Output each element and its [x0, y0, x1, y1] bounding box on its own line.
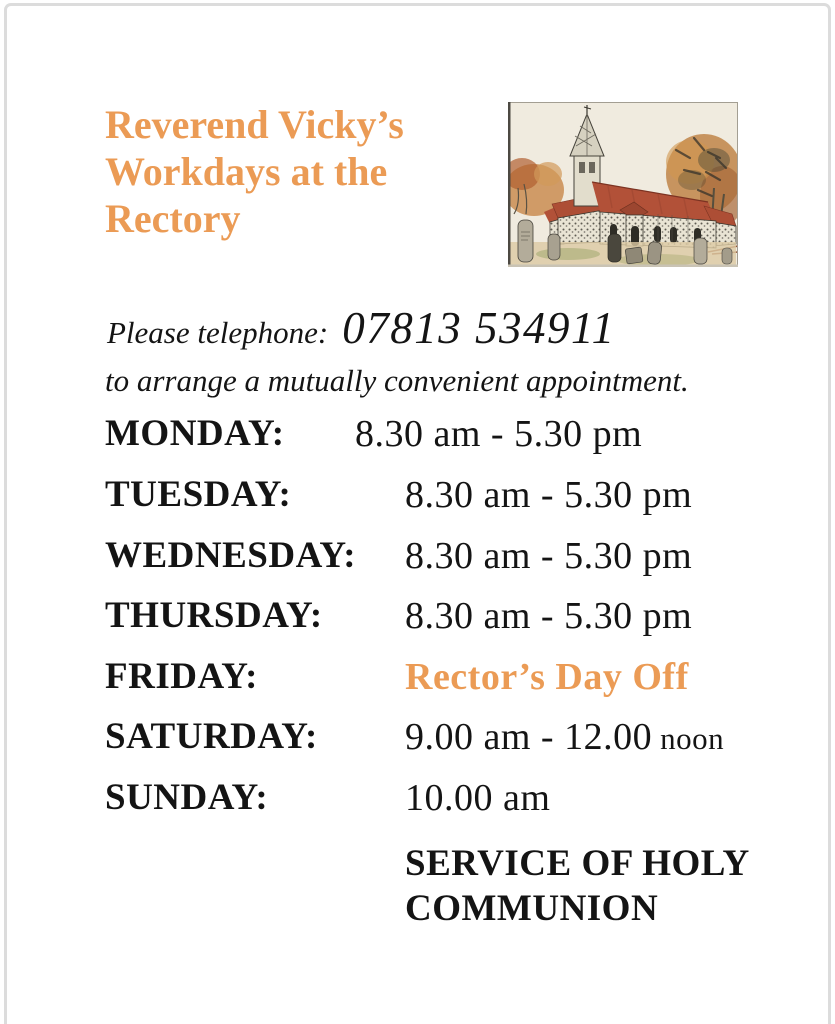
schedule-row-sunday — [0, 779, 835, 821]
schedule-row-tuesday — [0, 476, 835, 518]
schedule-row-monday — [0, 415, 835, 457]
page-title — [105, 101, 404, 242]
church-watercolor-illustration — [508, 102, 738, 267]
day-off-value: Rector’s Day Off — [405, 656, 689, 698]
time-value: 8.30 am - 5.30 pm — [405, 595, 693, 637]
time-value — [405, 718, 724, 756]
church-illustration-svg — [508, 102, 738, 267]
day-label: TUESDAY: — [105, 474, 292, 515]
sunday-service-note — [405, 841, 750, 931]
service-note-line-1: SERVICE OF HOLY — [405, 843, 750, 884]
time-value-suffix: noon — [660, 721, 725, 756]
day-label: WEDNESDAY: — [105, 535, 357, 576]
title-line-1: Reverend Vicky’s — [105, 102, 404, 147]
contact-note: to arrange a mutually convenient appointment. — [105, 363, 689, 398]
time-value: 8.30 am - 5.30 pm — [355, 413, 643, 455]
day-label: SUNDAY: — [105, 777, 269, 818]
service-note-line-2: COMMUNION — [405, 888, 659, 929]
contact-line — [107, 303, 616, 353]
title-line-3: Rectory — [105, 196, 241, 241]
time-value: 8.30 am - 5.30 pm — [405, 535, 693, 577]
day-label: FRIDAY: — [105, 656, 258, 697]
schedule-row-thursday — [0, 597, 835, 639]
schedule-row-saturday — [0, 718, 835, 760]
day-label: THURSDAY: — [105, 595, 323, 636]
day-label: MONDAY: — [105, 413, 285, 454]
time-value: 10.00 am — [405, 777, 551, 819]
title-line-2: Workdays at the — [105, 149, 388, 194]
contact-intro-text: Please telephone: — [107, 315, 329, 350]
schedule-row-wednesday — [0, 537, 835, 579]
day-label: SATURDAY: — [105, 716, 318, 757]
time-value: 8.30 am - 5.30 pm — [405, 474, 693, 516]
phone-number: 07813 534911 — [342, 303, 616, 353]
schedule-row-friday — [0, 658, 835, 700]
time-value-main: 9.00 am - 12.00 — [405, 716, 653, 758]
